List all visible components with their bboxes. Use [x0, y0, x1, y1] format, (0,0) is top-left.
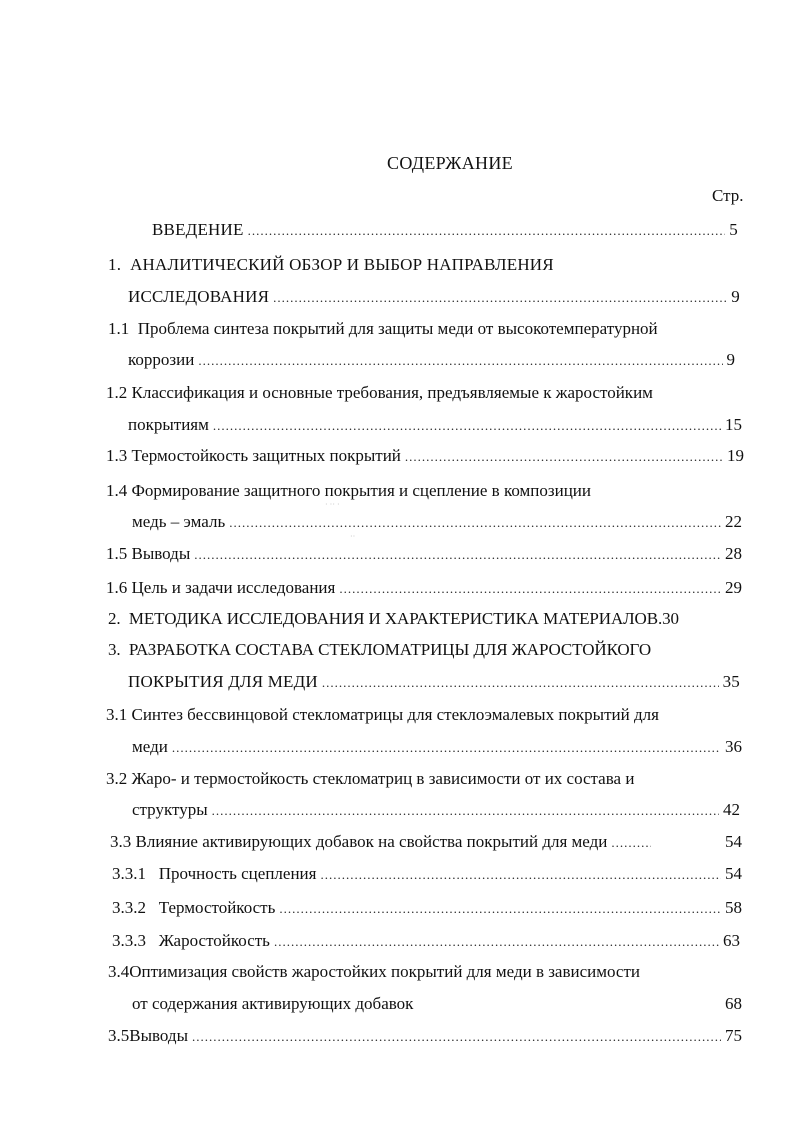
- toc-entry-1-4-cont: [132, 510, 742, 534]
- toc-entry-page: 58: [725, 898, 742, 917]
- toc-entry-number: 1.5: [106, 544, 128, 563]
- toc-entry-text: Влияние активирующих добавок на свойства покрытий для меди: [135, 832, 608, 851]
- dot-leader: [405, 445, 723, 469]
- toc-entry-3-3-2: [112, 896, 742, 920]
- toc-entry-page: 19: [727, 446, 744, 465]
- toc-entry-cont: ПОКРЫТИЯ ДЛЯ МЕДИ: [128, 672, 318, 691]
- toc-entry-3-3: [110, 830, 742, 854]
- toc-entry-1-cont: [128, 285, 740, 309]
- scan-speck: ··: [350, 532, 356, 541]
- toc-entry-3-3-1: [112, 862, 742, 886]
- toc-entry-page: 29: [725, 578, 742, 597]
- toc-entry-number: 1.1: [108, 319, 130, 338]
- toc-entry-cont: медь – эмаль: [132, 512, 226, 531]
- toc-entry-text: Проблема синтеза покрытий для защиты меди от высокотемпературной: [137, 319, 658, 338]
- toc-entry-page: 75: [725, 1026, 742, 1045]
- toc-entry-3-1: [106, 703, 659, 727]
- dot-leader: [172, 736, 721, 760]
- toc-entry-3-5: [108, 1024, 742, 1048]
- toc-entry-3-4: [108, 960, 640, 984]
- dot-leader: [229, 511, 721, 535]
- toc-entry-page: 54: [725, 864, 742, 883]
- toc-entry-cont: меди: [132, 737, 168, 756]
- toc-entry-2: [108, 607, 679, 631]
- toc-entry-text: Цель и задачи исследования: [131, 578, 336, 597]
- dot-leader: [212, 799, 719, 823]
- toc-entry-page: 22: [725, 512, 742, 531]
- scan-speck: · ·· ·: [325, 500, 340, 509]
- toc-entry-1-1: [108, 317, 658, 341]
- toc-entry-1-4: [106, 479, 591, 503]
- dot-leader: [274, 930, 719, 954]
- toc-entry-introduction: [152, 218, 738, 242]
- dot-leader: [279, 897, 721, 921]
- toc-entry-3-2-cont: [132, 798, 740, 822]
- toc-entry-3-2: [106, 767, 634, 791]
- toc-entry-cont: структуры: [132, 800, 208, 819]
- toc-entry-number: 3.3.1: [112, 864, 146, 883]
- dot-leader: [339, 577, 721, 601]
- toc-entry-3-1-cont: [132, 735, 742, 759]
- toc-entry-1-2-cont: [128, 413, 742, 437]
- dot-leader: [213, 414, 721, 438]
- toc-entry-text: Жаро- и термостойкость стекломатриц в зависимости от их состава и: [131, 769, 635, 788]
- toc-entry-number: 3.2: [106, 769, 128, 788]
- toc-entry-text: Выводы: [131, 544, 191, 563]
- toc-entry-number: 1.2: [106, 383, 128, 402]
- toc-entry-page: 35: [722, 672, 740, 691]
- dot-leader: [320, 863, 721, 887]
- toc-entry-number: 1.4: [106, 481, 128, 500]
- toc-entry-text: Оптимизация свойств жаростойких покрытий для меди в зависимости: [129, 962, 640, 981]
- dot-leader: [248, 219, 726, 243]
- toc-entry-text: АНАЛИТИЧЕСКИЙ ОБЗОР И ВЫБОР НАПРАВЛЕНИЯ: [130, 255, 554, 274]
- toc-entry-text: Термостойкость: [158, 898, 276, 917]
- dot-leader: [273, 286, 727, 310]
- toc-entry-number: 3.5: [108, 1026, 130, 1045]
- dot-leader: [611, 831, 651, 855]
- toc-entry-text: РАЗРАБОТКА СОСТАВА СТЕКЛОМАТРИЦЫ ДЛЯ ЖАРОСТОЙКОГО: [128, 640, 652, 659]
- toc-entry-text: МЕТОДИКА ИССЛЕДОВАНИЯ И ХАРАКТЕРИСТИКА МАТЕРИАЛОВ.30: [128, 609, 679, 628]
- toc-entry-number: 3.: [108, 640, 121, 659]
- toc-entry-1: [108, 253, 554, 277]
- toc-entry-text: Синтез бессвинцовой стекломатрицы для стеклоэмалевых покрытий для: [131, 705, 659, 724]
- toc-entry-number: 3.3.3: [112, 931, 146, 950]
- dot-leader: [198, 349, 722, 373]
- toc-entry-page: 5: [729, 220, 738, 239]
- dot-leader: [322, 671, 719, 695]
- toc-entry-page: 68: [725, 994, 742, 1013]
- toc-entry-3: [108, 638, 651, 662]
- toc-entry-text: Термостойкость защитных покрытий: [131, 446, 401, 465]
- toc-entry-cont: покрытиям: [128, 415, 209, 434]
- toc-entry-cont: коррозии: [128, 350, 195, 369]
- toc-entry-text: Формирование защитного покрытия и сцепление в композиции: [131, 481, 591, 500]
- toc-entry-page: 42: [723, 800, 740, 819]
- toc-entry-1-6: [106, 576, 742, 600]
- page-title: СОДЕРЖАНИЕ: [387, 153, 513, 173]
- toc-entry-number: 1.3: [106, 446, 128, 465]
- toc-entry-3-cont: [128, 670, 740, 694]
- toc-entry-page: 15: [725, 415, 742, 434]
- toc-entry-number: 1.: [108, 255, 122, 274]
- toc-entry-3-3-3: [112, 929, 740, 953]
- toc-entry-page: 9: [731, 287, 740, 306]
- toc-entry-page: 9: [726, 350, 735, 369]
- toc-entry-number: 3.4: [108, 962, 130, 981]
- toc-entry-number: 3.3: [110, 832, 132, 851]
- toc-entry-number: 3.3.2: [112, 898, 146, 917]
- toc-entry-page: 36: [725, 737, 742, 756]
- toc-entry-number: 2.: [108, 609, 121, 628]
- toc-entry-number: 3.1: [106, 705, 128, 724]
- toc-entry-1-1-cont: [128, 348, 735, 372]
- page-column-label: Стр.: [712, 186, 744, 205]
- toc-entry-text: ВВЕДЕНИЕ: [152, 220, 244, 239]
- toc-entry-text: Прочность сцепления: [158, 864, 317, 883]
- dot-leader: [194, 543, 721, 567]
- toc-entry-text: Классификация и основные требования, предъявляемые к жаростойким: [131, 383, 653, 402]
- toc-entry-cont: от содержания активирующих добавок: [132, 994, 414, 1013]
- toc-entry-number: 1.6: [106, 578, 128, 597]
- toc-entry-1-2: [106, 381, 653, 405]
- toc-entry-cont: ИССЛЕДОВАНИЯ: [128, 287, 270, 306]
- toc-entry-page: 54: [725, 832, 742, 851]
- toc-entry-page: 63: [723, 931, 740, 950]
- toc-entry-1-5: [106, 542, 742, 566]
- dot-leader: [192, 1025, 721, 1049]
- toc-entry-text: Выводы: [129, 1026, 189, 1045]
- toc-entry-3-4-cont: [132, 992, 742, 1016]
- toc-entry-1-3: [106, 444, 744, 468]
- toc-entry-page: 28: [725, 544, 742, 563]
- toc-entry-text: Жаростойкость: [158, 931, 270, 950]
